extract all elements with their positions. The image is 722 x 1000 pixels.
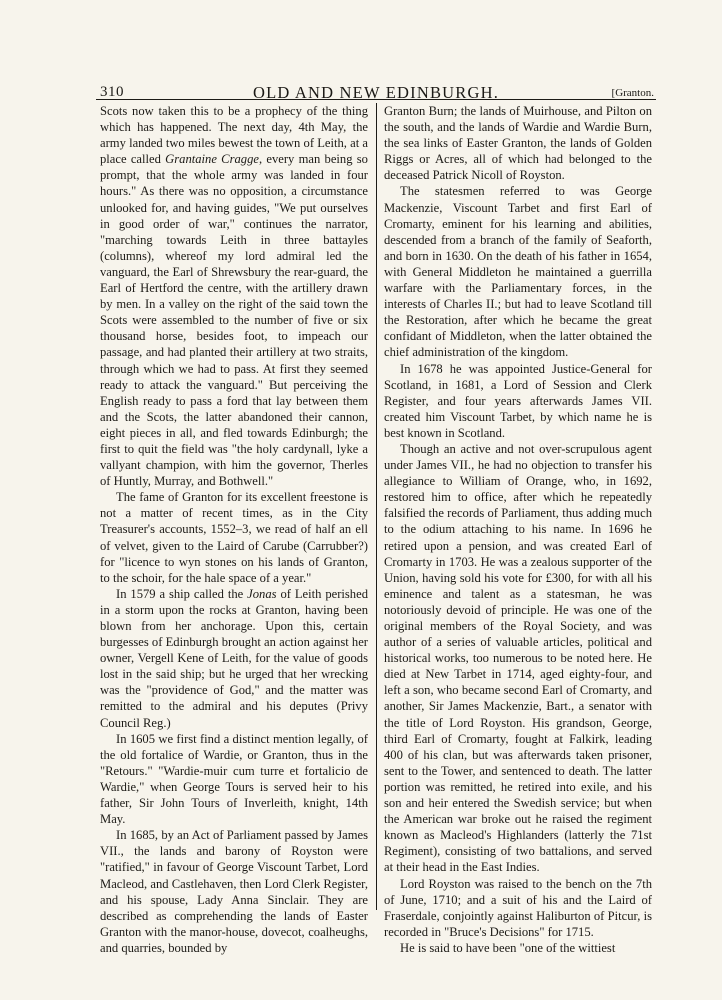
text-run: of Leith perished in a storm upon the rocks at Granton, having been blown from her anchorage. Upon this, certain burgesses of Edinburgh brought an action against her owner, Vergell Kene of Leith, for the value of goods lost in the said ship; but he urged that her wrecking was the "providence of God," and the matter was remitted to the admiral and his deputes (Privy Council Reg.) [100, 586, 368, 730]
paragraph [100, 731, 368, 828]
right-column [384, 103, 652, 956]
text-run: In 1678 he was appointed Justice-General for Scotland, in 1681, a Lord of Session and Clerk Register, and four years afterwards James VII. created him Viscount Tarbet, by which name he is best known in Scotland. [384, 361, 652, 440]
header-rule [96, 99, 656, 100]
text-run: He is said to have been "one of the wittiest [400, 940, 616, 955]
text-run: The fame of Granton for its excellent freestone is not a matter of recent times, as in the City Treasurer's accounts, 1552–3, we read of half an ell of velvet, given to the Laird of Carube (Carrubber?) for "licence to wyn stones on his lands of Granton, to the schoir, for the hale space of a year." [100, 490, 368, 585]
section-label: [Granton. [611, 87, 654, 99]
paragraph [384, 361, 652, 441]
italic-text: Grantaine Cragge [165, 152, 259, 167]
paragraph [384, 940, 652, 956]
paragraph [100, 103, 368, 489]
paragraph [384, 103, 652, 183]
text-run: In 1579 a ship called the [116, 586, 248, 601]
left-column [100, 103, 368, 956]
text-run: The statesmen referred to was George Mackenzie, Viscount Tarbet and first Earl of Cromarty, eminent for his learning and abilities, descended from a branch of the family of Seaforth, and born in 1630. On the death of his father in 1654, with General Middleton he maintained a guerrilla warfare with the Parliamentary forces, in the interests of Charles II.; but had to leave Scotland till the Restoration, after which he became the great confidant of Middleton, when the latter obtained the chief administration of the kingdom. [384, 184, 652, 360]
running-title: OLD AND NEW EDINBURGH. [252, 83, 500, 102]
paragraph [100, 827, 368, 956]
text-run: Lord Royston was raised to the bench on the 7th of June, 1710; and a suit of his and the Laird of Fraserdale, conjointly against Haliburton of Pitcur, is recorded in "Bruce's Decisions" for 1715. [384, 876, 652, 939]
text-run: Granton Burn; the lands of Muirhouse, and Pilton on the south, and the lands of Wardie and Wardie Burn, the sea links of Easter Granton, the lands of Golden Riggs or Acres, all of which had belonged to the deceased Patrick Nicoll of Royston. [384, 104, 652, 183]
paragraph [100, 489, 368, 586]
text-run: Though an active and not over-scrupulous agent under James VII., he had no objection to transfer his allegiance to William of Orange, who, in 1692, restored him to office, after which he repeatedly falsified the records of Parliament, thus adding much to the odium attaching to his name. In 1696 he retired upon a pension, and was created Earl of Cromarty in 1703. He was a zealous supporter of the Union, having sold his vote for £300, for with all his eminence and talent as a statesman, he was notoriously devoid of principle. He was one of the original members of the Royal Society, and was author of a series of valuable articles, political and historical works, too numerous to be noted here. He died at New Tarbet in 1714, aged eighty-four, and left a son, who became second Earl of Cromarty, and another, Sir James Mackenzie, Bart., a senator with the title of Lord Royston. His grandson, George, third Earl of Cromarty, fought at Falkirk, leading 400 of his clan, but was afterwards taken prisoner, sent to the Tower, and sentenced to death. The latter portion was remitted, he retired into exile, and his son and heir entered the Swedish service; but when the American war broke out he raised the regiment known as Macleod's Highlanders (latterly the 71st Regiment), consisting of two battalions, and served at their head in the East Indies. [384, 441, 652, 875]
paragraph [100, 586, 368, 731]
running-head [96, 82, 656, 104]
italic-text: Jonas [247, 586, 277, 601]
text-run: In 1685, by an Act of Parliament passed by James VII., the lands and barony of Royston were "ratified," in favour of George Viscount Tarbet, Lord Macleod, and Castlehaven, then Lord Clerk Register, and his spouse, Lady Anna Sinclair. They are described as comprehending the lands of Easter Granton with the manor-house, dovecot, coalheughs, and quarries, bounded by [100, 828, 368, 955]
page-number: 310 [100, 84, 124, 100]
text-run: In 1605 we first find a distinct mention legally, of the old fortalice of Wardie, or Granton, thus in the "Retours." "Wardie-muir cum turre et fortalicio de Wardie," when George Tours is served heir to his father, Sir John Tours of Inverleith, knight, 14th May. [100, 731, 368, 827]
text-run: Scots now taken this to be a prophecy of the thing which has happened. The next day, 4th May, the army landed two miles bewest the town of Leith, at a place called [100, 104, 368, 167]
column-divider [376, 103, 377, 910]
paragraph [384, 183, 652, 360]
text-run: , every man being so prompt, that the whole army was landed in four hours." As there was no opposition, a circumstance unlooked for, and having guides, "We put ourselves in good order of war," continues the narrator, "marching towards Leith in three battayles (columns), whereof my lord admiral led the vanguard, the Earl of Shrewsbury the rear-guard, the Earl of Hertford the centre, with the artillery drawn by men. In a valley on the right of the said town the Scots were assembled to the number of five or six thousand horse, besides foot, to impeach our passage, and had planted their artillery at two straits, through which we had to pass. At first they seemed ready to attack the vanguard." But perceiving the English ready to pass a ford that lay between them and the Scots, the latter abandoned their cannon, eight pieces in all, and fled towards Edinburgh; the first to quit the field was "the holy cardynall, lyke a vallyant champion, with him the governor, Therles of Huntly, Murray, and Bothwell." [100, 152, 368, 489]
paragraph [384, 441, 652, 876]
paragraph [384, 876, 652, 940]
